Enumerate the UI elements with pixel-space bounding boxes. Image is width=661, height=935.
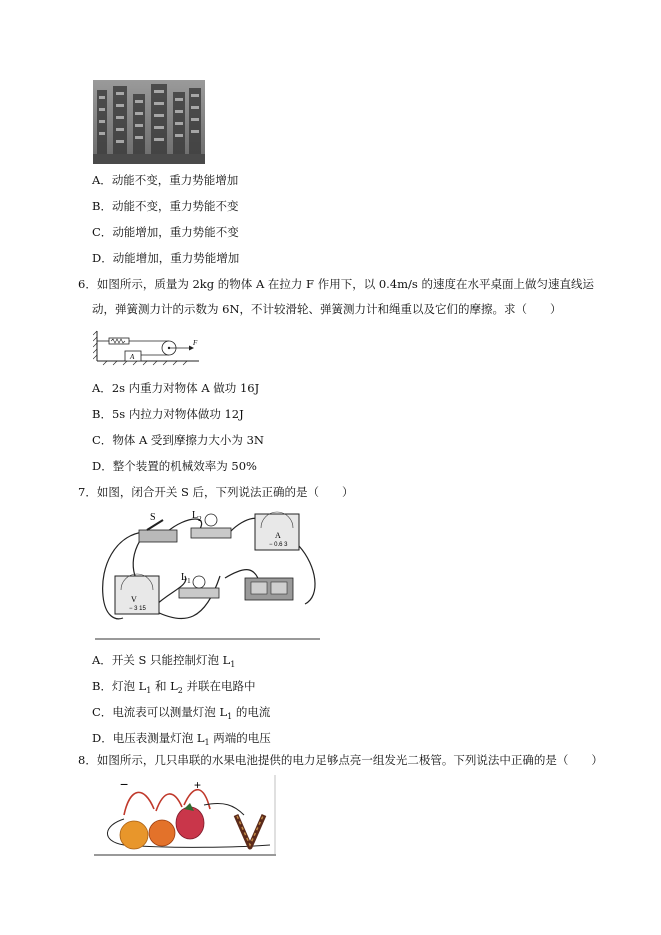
q7-stem: 7．如图，闭合开关 S 后，下列说法正确的是（ ） [78,485,354,499]
q5-option-b: B．动能不变，重力势能不变 [92,199,239,213]
q8-stem: 8．如图所示，几只串联的水果电池提供的电力足够点亮一组发光二极管。下列说法中正确的是（ ） [78,753,603,767]
q7-option-c: C．电流表可以测量灯泡 $L_1$ 的电流 [92,705,271,721]
q6-option-a: A．2s 内重力对物体 A 做功 16J [92,381,260,395]
q7-fig-label-v: V [131,595,137,604]
q6-fig-label-f: F [193,339,198,347]
q8-fig-minus: − [120,776,129,792]
q6-option-c: C．物体 A 受到摩擦力大小为 3N [92,433,264,447]
q6-option-b: B．5s 内拉力对物体做功 12J [92,407,244,421]
q5-option-d: D．动能增加，重力势能增加 [92,251,240,265]
q7-fig-ammeter-scale: − 0.6 3 [269,542,288,548]
q8-fig-plus: + [194,778,202,792]
building-photo [93,80,205,164]
q6-stem-line2: 动，弹簧测力计的示数为 6N，不计较滑轮、弹簧测力计和绳重以及它们的摩擦。求（ ） [92,302,562,316]
q7-fig-label-a: A [275,531,281,540]
circuit-photo [95,506,320,640]
q7-fig-voltmeter-scale: − 3 15 [129,606,146,612]
q6-fig-label-a: A [130,353,135,361]
q7-fig-label-s: S [150,512,156,523]
q5-option-c: C．动能增加，重力势能不变 [92,225,239,239]
pulley-diagram [93,327,203,367]
q7-option-b: B．灯泡 $L_1$ 和 $L_2$ 并联在电路中 [92,679,256,695]
q7-fig-label-l2: $L_2$ [192,510,202,523]
fruit-battery-photo [94,775,276,857]
q5-option-a: A．动能不变，重力势能增加 [92,173,239,187]
q7-option-a: A．开关 S 只能控制灯泡 $L_1$ [92,653,236,669]
q6-option-d: D．整个装置的机械效率为 50% [92,459,257,473]
q7-option-d: D．电压表测量灯泡 $L_1$ 两端的电压 [92,731,271,747]
q7-fig-label-l1: $L_1$ [181,572,191,585]
q6-stem-line1: 6．如图所示，质量为 2kg 的物体 A 在拉力 F 作用下，以 0.4m/s 的速度在水平桌面上做匀速直线运 [78,277,594,291]
